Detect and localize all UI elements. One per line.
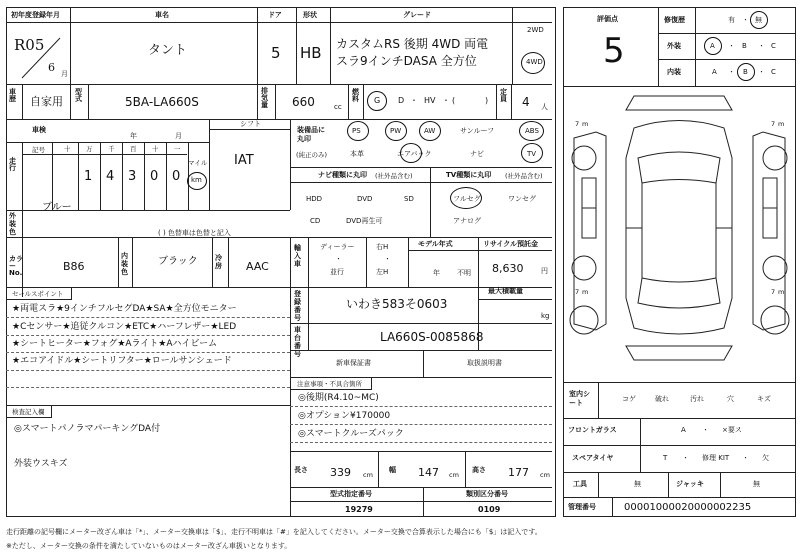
length-value: 339	[330, 466, 351, 479]
repair-dot: ・	[742, 16, 749, 24]
navi-cd: CD	[310, 217, 321, 225]
type-no-value: 19279	[345, 505, 373, 514]
inspector-line-2: 外装ウスキズ	[14, 459, 68, 469]
notes-label: 注意事項・不具合箇所	[297, 380, 362, 388]
wheel-left-rear	[572, 256, 596, 280]
import-dot: ・	[335, 255, 342, 263]
import-dot-2: ・	[384, 255, 391, 263]
kg-unit: kg	[541, 312, 550, 320]
equip-navi: ナビ	[470, 150, 484, 158]
odo-digit-label: 十	[152, 145, 159, 153]
import-lh: 左H	[376, 268, 389, 276]
car-front-view	[626, 96, 732, 110]
car-rear-view	[626, 346, 732, 360]
drive-4wd: 4WD	[526, 58, 543, 66]
diagram-mark-1a: 7	[575, 120, 580, 128]
height-unit: cm	[540, 471, 550, 479]
max-load-label: 最大積載量	[488, 287, 523, 295]
capacity-value: 4	[522, 95, 530, 109]
navi-sd: SD	[404, 195, 414, 203]
glass-a: A	[681, 426, 686, 434]
kigou-label: 記号	[32, 146, 45, 154]
equipment-label: 装備品に丸印	[297, 126, 325, 144]
int-color-value: ブラック	[158, 256, 198, 267]
sales-point-4: ★エコアイドル★シートリフター★ロールサンシェード	[12, 356, 232, 366]
sales-point-3: ★シートヒーター★フォグ★Aライト★Aハイビーム	[12, 339, 218, 349]
jack-value: 無	[753, 480, 760, 488]
jack-label: ジャッキ	[676, 480, 704, 488]
note-3: ◎スマートクルーズパック	[298, 429, 404, 439]
odo-digit: 0	[150, 169, 159, 184]
shift-value: IAT	[234, 153, 254, 168]
seat-opt-5: キズ	[757, 395, 771, 403]
reg-era: R05	[14, 36, 45, 54]
diagram-mark-1b: m	[582, 120, 589, 128]
ac-label: 冷房	[215, 254, 222, 271]
seat-opt-2: 破れ	[655, 395, 669, 403]
glass-repair: ×要ス	[722, 426, 742, 434]
first-reg-label: 初年度登録年月	[11, 11, 60, 19]
reg-no-value: いわき583そ0603	[346, 297, 448, 311]
fuel-paren-open: (	[452, 96, 456, 105]
ac-value: AAC	[246, 260, 269, 273]
fuel-hv: HV	[424, 96, 436, 105]
diagram-mark-2b: m	[778, 120, 785, 128]
int-dot-2: ・	[758, 68, 765, 76]
spare-t: T	[663, 454, 668, 462]
spare-label: スペアタイヤ	[572, 454, 614, 462]
class-no-value: 0109	[478, 505, 501, 514]
tv-fullseg: フルセグ	[453, 195, 481, 203]
fuel-g: G	[374, 96, 381, 105]
seat-opt-3: 汚れ	[690, 395, 704, 403]
eval-score: 5	[603, 31, 625, 71]
model-label: 型式	[75, 88, 82, 103]
odo-digit: 3	[128, 169, 137, 184]
footer-note-2: ※ただし、メーター交換の条件を満たしていないものはメーター改ざん車扱いとなります。	[6, 542, 292, 550]
car-name-label: 車名	[155, 11, 169, 19]
mgmt-value: 00001000020000002235	[624, 502, 752, 513]
glass-dot: ・	[702, 426, 709, 434]
navi-type-label: ナビ種類に丸印	[318, 171, 367, 179]
spare-kit: 修理 KIT	[702, 454, 730, 462]
odo-digit-label: 十	[64, 145, 71, 153]
color-no-value: B86	[63, 260, 85, 273]
navi-dvd: DVD	[357, 195, 373, 203]
width-value: 147	[418, 466, 439, 479]
recycle-value: 8,630	[492, 262, 524, 275]
cc-unit: cc	[334, 103, 342, 111]
fuel-d: D	[398, 96, 405, 105]
tv-type-label: TV種類に丸印	[446, 171, 492, 179]
odo-digit-label: 百	[130, 145, 137, 153]
diagram-mark-3b: m	[582, 288, 589, 296]
odo-digit-label: 万	[86, 145, 93, 153]
spare-dot-2: ・	[742, 454, 749, 462]
shaken-label: 車検	[32, 126, 46, 134]
doors-value: 5	[271, 44, 281, 62]
fuel-paren-close: )	[485, 96, 489, 105]
tools-value: 無	[634, 480, 641, 488]
sales-point-1: ★両電スラ★9インチフルセグDA★SA★全方位モニター	[12, 304, 237, 314]
equip-aw: AW	[424, 127, 436, 135]
manual: 取扱説明書	[467, 359, 502, 367]
import-dealer: ディーラー	[320, 243, 355, 251]
ext-color-value: ブルー	[42, 202, 72, 213]
class-no-label: 類別区分番号	[466, 490, 508, 498]
grade-line-1: カスタムRS 後期 4WD 両電	[336, 37, 489, 51]
import-label: 輸入車	[294, 244, 301, 269]
equipment-sub: (純正のみ)	[296, 151, 328, 159]
diagram-mark-3a: 7	[575, 288, 580, 296]
repaint-note: ( ) 色替車は色替と記入	[158, 229, 231, 237]
wheel-left-front	[572, 146, 596, 170]
equip-leather: 本革	[350, 150, 364, 158]
type-no-label: 型式指定番号	[330, 490, 372, 498]
model-year-unknown: 不明	[457, 269, 471, 277]
grade-line-2: スラ9インチDASA 全方位	[336, 54, 477, 68]
height-value: 177	[508, 466, 529, 479]
car-diagram	[564, 88, 795, 380]
tv-oneseg: ワンセグ	[508, 195, 536, 203]
reg-month: 6	[48, 61, 55, 74]
ext-dot-1: ・	[728, 42, 735, 50]
seat-opt-4: 穴	[727, 395, 734, 403]
repair-yes: 有	[728, 16, 735, 24]
fuel-dot-1: ・	[410, 96, 418, 105]
model-year-label: モデル年式	[418, 240, 453, 248]
ext-dot-2: ・	[758, 42, 765, 50]
equip-airbag: エアバック	[397, 150, 432, 158]
disp-label: 排気量	[261, 87, 268, 109]
shaken-month-unit: 月	[175, 132, 182, 140]
navi-hdd: HDD	[306, 195, 323, 203]
ext-b: B	[742, 42, 747, 50]
model-value: 5BA-LA660S	[125, 95, 199, 109]
repair-label: 修復歴	[664, 16, 685, 24]
displacement-value: 660	[292, 95, 315, 109]
seat-label: 室内シート	[569, 390, 590, 408]
length-label: 長さ	[294, 466, 308, 474]
fuel-label: 燃料	[352, 88, 359, 103]
sales-point-2: ★Cセンサー★追従クルコン★ETC★ハーフレザー★LED	[12, 322, 237, 332]
tv-analog: アナログ	[453, 217, 481, 225]
reg-month-unit: 月	[61, 70, 68, 78]
int-dot-1: ・	[728, 68, 735, 76]
odo-digit: 1	[84, 169, 93, 184]
model-year-unit: 年	[433, 269, 440, 277]
yen-unit: 円	[541, 267, 548, 275]
diagram-mark-2a: 7	[771, 120, 776, 128]
odo-digit-label: 千	[108, 145, 115, 153]
equip-pw: PW	[390, 127, 402, 135]
wheel-right-front	[763, 146, 787, 170]
grade-label: グレード	[403, 11, 431, 19]
reg-date-slash	[14, 34, 68, 82]
odo-digit: 4	[106, 169, 115, 184]
ext-c: C	[771, 42, 776, 50]
chassis-value: LA660S-0085868	[380, 330, 484, 344]
inspector-line-1: ◎スマートパノラマパーキングDA付	[14, 424, 161, 434]
equip-abs: ABS	[525, 127, 539, 135]
note-1: ◎後期(R4.10~MC)	[298, 393, 379, 403]
mgmt-label: 管理番号	[568, 503, 596, 511]
odo-digit-label: 一	[174, 145, 181, 153]
use-value: 自家用	[30, 95, 63, 108]
person-unit: 人	[541, 103, 548, 111]
interior-label: 内装	[667, 68, 681, 76]
spare-none: 欠	[762, 454, 769, 462]
int-color-label: 内装色	[121, 252, 128, 277]
equip-ps: PS	[352, 127, 361, 135]
reg-no-label: 登録番号	[294, 290, 301, 323]
ext-a: A	[710, 42, 715, 50]
seat-opt-1: コゲ	[622, 395, 636, 403]
car-right-side	[753, 132, 785, 330]
doors-label: ドア	[268, 11, 282, 19]
width-unit: cm	[449, 471, 459, 479]
capacity-label: 定員	[500, 88, 507, 103]
shaken-year-unit: 年	[130, 132, 137, 140]
ext-color-label: 外装色	[9, 212, 16, 237]
shape-label: 形状	[303, 11, 317, 19]
exterior-label: 外装	[667, 42, 681, 50]
height-label: 高さ	[472, 466, 486, 474]
car-name: タント	[148, 43, 188, 58]
length-unit: cm	[363, 471, 373, 479]
width-label: 幅	[389, 466, 396, 474]
navi-dvd-play: DVD再生可	[346, 217, 383, 225]
color-no-label: カラーNo.	[9, 255, 23, 277]
footer-note-1: 走行距離の記号欄にメーター改ざん車は「*」、メーター交換車は「$」、走行不明車は「#」を記入してください。メーター交換で合算表示した場合にも「$」は記入です。	[6, 528, 542, 536]
car-left-side	[574, 132, 606, 330]
import-rh: 右H	[376, 243, 389, 251]
wheel-right-rear	[763, 256, 787, 280]
sales-points-label: セールスポイント	[12, 290, 64, 298]
km-label: km	[191, 176, 202, 184]
import-parallel: 並行	[330, 268, 344, 276]
mile-label: マイル	[188, 159, 208, 167]
drive-2wd: 2WD	[527, 26, 544, 34]
equip-sunroof: サンルーフ	[460, 127, 495, 135]
fuel-dot-2: ・	[442, 96, 450, 105]
diagram-mark-4a: 7	[771, 288, 776, 296]
use-label: 車歴	[9, 88, 16, 103]
warranty: 新車保証書	[336, 359, 371, 367]
navi-type-sub: (社外品含む)	[375, 172, 413, 180]
mileage-label: 走行	[9, 157, 16, 172]
shape-value: HB	[300, 44, 322, 62]
int-b: B	[743, 68, 748, 76]
equip-tv: TV	[527, 150, 537, 158]
int-a: A	[712, 68, 717, 76]
odo-digit: 0	[172, 169, 181, 184]
glass-label: フロントガラス	[568, 426, 617, 434]
recycle-label: リサイクル預託金	[483, 240, 539, 248]
chassis-label: 車台番号	[294, 326, 301, 359]
shift-label: シフト	[240, 120, 261, 128]
diagram-mark-4b: m	[778, 288, 785, 296]
tools-label: 工具	[573, 480, 587, 488]
spare-dot-1: ・	[682, 454, 689, 462]
repair-no: 無	[755, 16, 762, 24]
inspector-label: 検査記入欄	[12, 408, 45, 416]
note-2: ◎オプション¥170000	[298, 411, 391, 421]
int-c: C	[771, 68, 776, 76]
tv-type-sub: (社外品含む)	[505, 172, 543, 180]
eval-label: 評価点	[597, 15, 618, 23]
